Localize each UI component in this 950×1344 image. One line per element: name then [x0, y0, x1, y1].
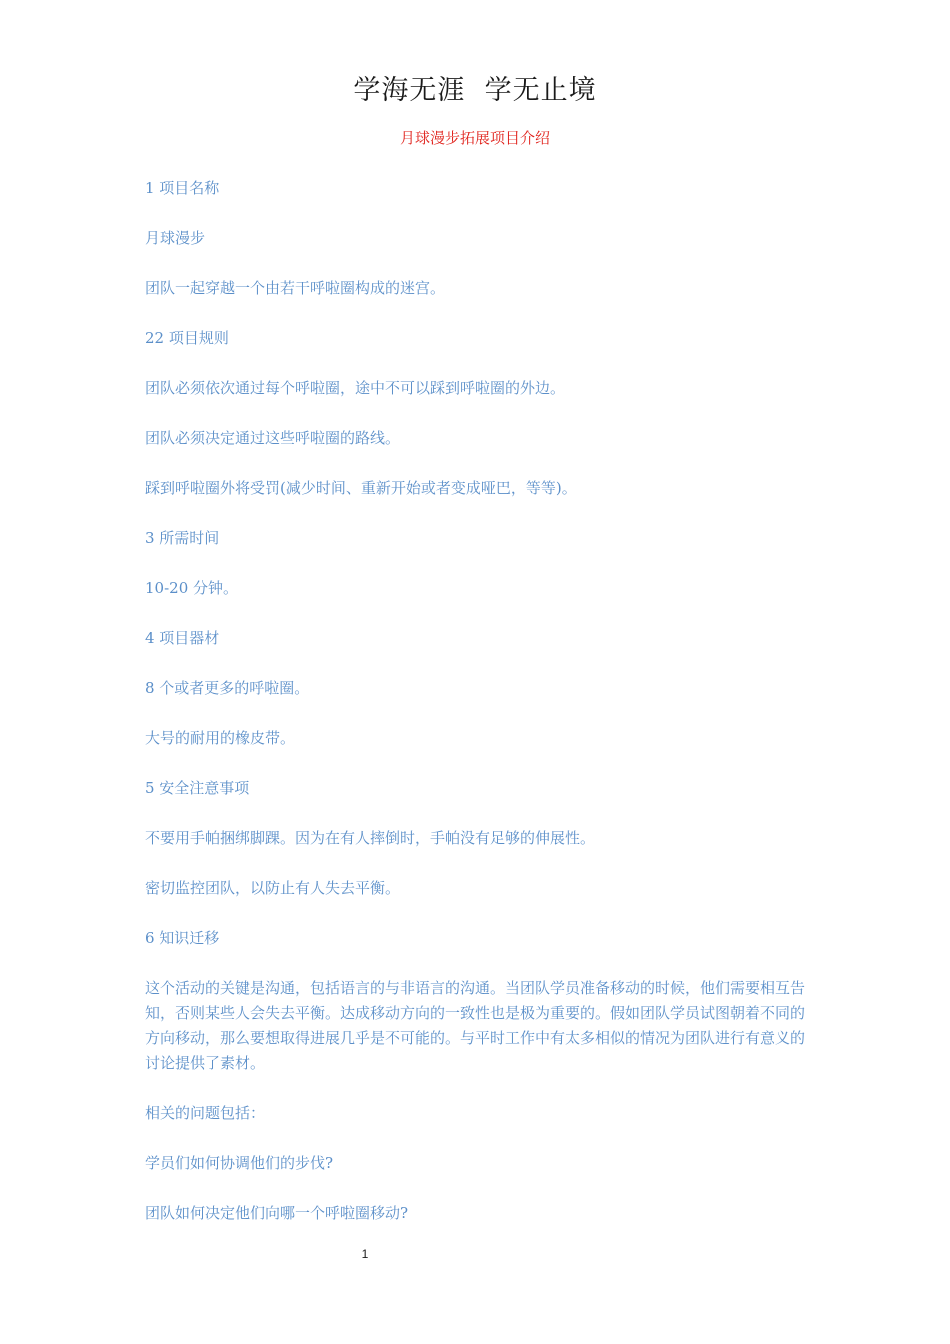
section-heading-rules: 22 项目规则 — [145, 329, 229, 347]
body-paragraph: 不要用手帕捆绑脚踝。因为在有人摔倒时，手帕没有足够的伸展性。 — [145, 829, 596, 847]
body-paragraph: 踩到呼啦圈外将受罚(减少时间、重新开始或者变成哑巴，等等)。 — [145, 479, 577, 497]
body-paragraph: 这个活动的关键是沟通，包括语言的与非语言的沟通。当团队学员准备移动的时候，他们需要相互告知，否则某些人会失去平衡。达成移动方向的一致性也是极为重要的。假如团队学员试图朝着不同的方向移动，那么要想取得进展几乎是不可能的。与平时工作中有太多相似的情况为团队进行有意义的讨论提供了素材。 — [145, 979, 806, 1072]
document-body — [145, 176, 810, 1251]
page-number: 1 — [361, 1247, 369, 1261]
page-header-title: 学海无涯 学无止境 — [353, 75, 597, 106]
section-heading-time: 3 所需时间 — [145, 529, 220, 547]
body-paragraph: 10-20 分钟。 — [145, 579, 239, 597]
body-paragraph: 团队必须决定通过这些呼啦圈的路线。 — [145, 429, 401, 447]
section-heading-transfer: 6 知识迁移 — [145, 929, 220, 947]
body-paragraph: 团队必须依次通过每个呼啦圈，途中不可以踩到呼啦圈的外边。 — [145, 379, 566, 397]
section-heading-equipment: 4 项目器材 — [145, 629, 220, 647]
body-paragraph: 团队一起穿越一个由若干呼啦圈构成的迷宫。 — [145, 279, 446, 297]
body-paragraph: 相关的问题包括： — [145, 1104, 266, 1122]
body-paragraph: 月球漫步 — [145, 229, 206, 247]
body-paragraph: 学员们如何协调他们的步伐? — [145, 1154, 334, 1172]
section-heading-name: 1 项目名称 — [145, 179, 220, 197]
body-paragraph: 密切监控团队，以防止有人失去平衡。 — [145, 879, 401, 897]
body-paragraph: 8 个或者更多的呼啦圈。 — [145, 679, 310, 697]
section-heading-safety: 5 安全注意事项 — [145, 779, 250, 797]
body-paragraph: 大号的耐用的橡皮带。 — [145, 729, 296, 747]
document-subtitle: 月球漫步拓展项目介绍 — [399, 129, 550, 147]
body-paragraph: 团队如何决定他们向哪一个呼啦圈移动? — [145, 1204, 409, 1222]
